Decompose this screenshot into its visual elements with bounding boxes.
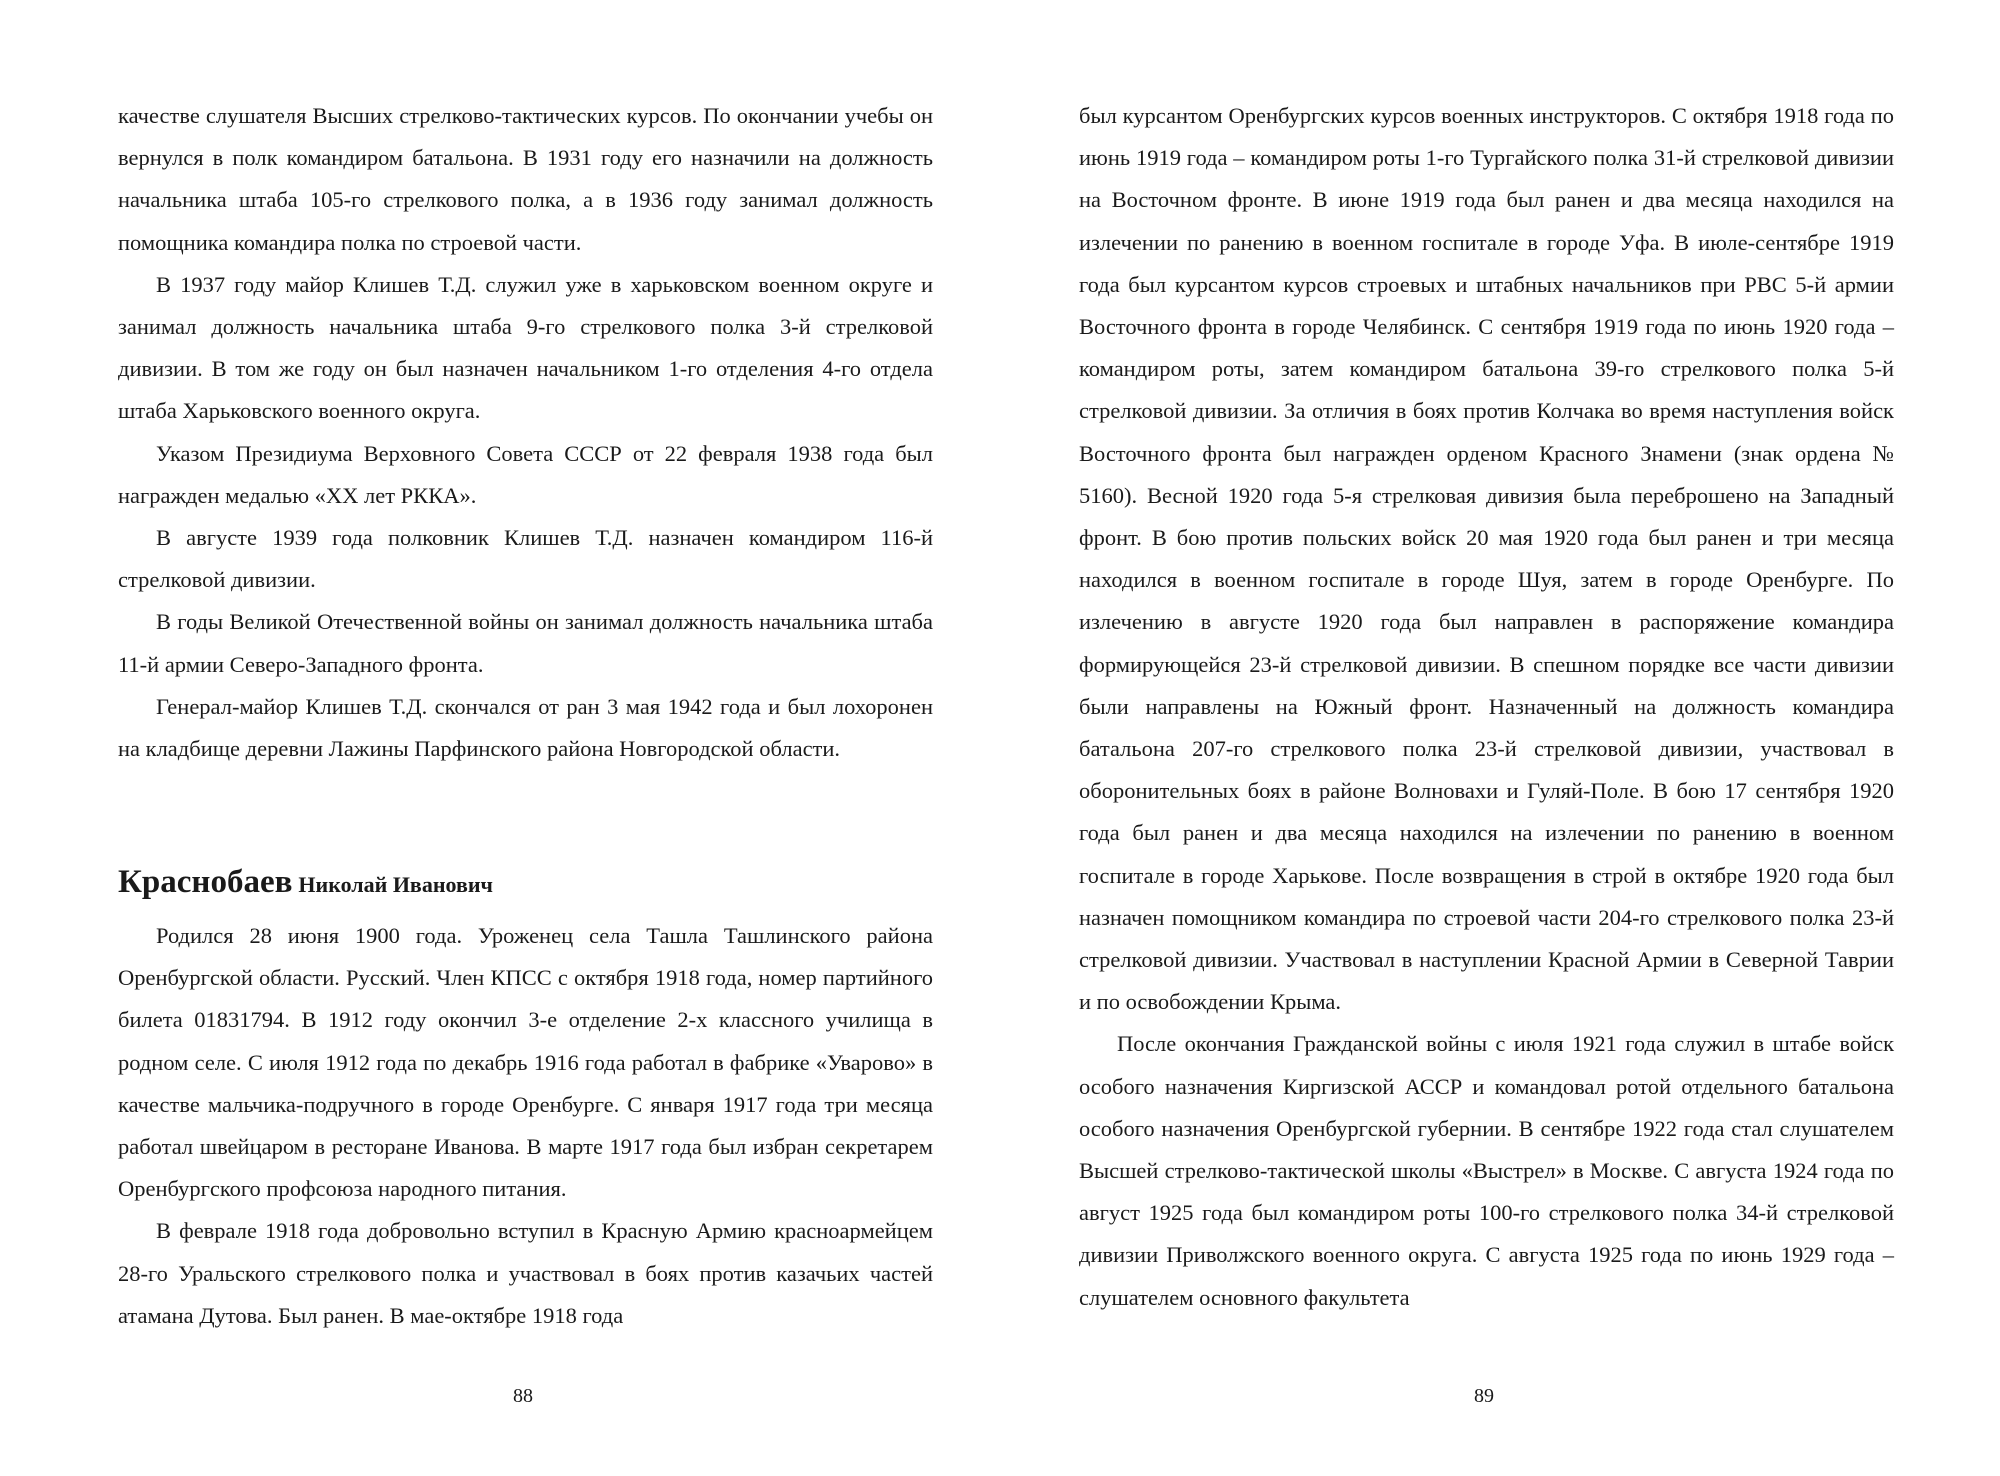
paragraph: В феврале 1918 года добровольно вступил в Красную Армию красноармейцем 28-го Уральского стрелкового полка и участвовал в боях против казачьих частей атамана Дутова. Был ранен. В мае-октябре 1918 года <box>118 1218 933 1328</box>
paragraph: Указом Президиума Верховного Совета СССР от 22 февраля 1938 года был награжден медалью «XX лет РККА». <box>118 440 933 508</box>
right-page <box>1000 0 2000 1476</box>
paragraph: был курсантом Оренбургских курсов военных инструкторов. С октября 1918 года по июнь 1919 года – командиром роты 1-го Тургайского полка 31-й стрелковой дивизии на Восточном фронте. В июне 1919 года был ранен и два месяца находился на излечении по ранению в военном госпитале в городе Уфа. В июле-сентябре 1919 года был курсантом курсов строевых и штабных начальников при РВС 5-й армии Восточного фронта в городе Челябинск. С сентября 1919 года по июнь 1920 года – командиром роты, затем командиром батальона 39-го стрелкового полка 5-й стрелковой дивизии. За отличия в боях против Колчака во время наступления войск Восточного фронта был награжден орденом Красного Знамени (знак ордена № 5160). Весной 1920 года 5-я стрелковая дивизия была переброшено на Западный фронт. В бою против польских войск 20 мая 1920 года был ранен и три месяца находился в военном госпитале в городе Шуя, затем в городе Оренбурге. По излечению в августе 1920 года был направлен в распоряжение командира формирующейся 23-й стрелковой дивизии. В спешном порядке все части дивизии были направлены на Южный фронт. Назначенный на должность командира батальона 207-го стрелкового полка 23-й стрелковой дивизии, участвовал в оборонительных боях в районе Волновахи и Гуляй-Поле. В бою 17 сентября 1920 года был ранен и два месяца находился на излечении по ранению в военном госпитале в городе Харькове. После возвращения в строй в октябре 1920 года был назначен помощником командира по строевой части 204-го стрелкового полка 23-й стрелковой дивизии. Участвовал в наступлении Красной Армии в Северной Таврии и по освобождении Крыма. <box>1079 103 1894 1015</box>
paragraph: Генерал-майор Клишев Т.Д. скончался от ран 3 мая 1942 года и был лохоронен на кладбище деревни Лажины Парфинского района Новгородской области. <box>118 693 933 762</box>
paragraph: В 1937 году майор Клишев Т.Д. служил уже в харьковском военном округе и занимал должность начальника штаба 9-го стрелкового полка 3-й стрелковой дивизии. В том же году он был назначен начальником 1-го отделения 4-го отдела штаба Харьковского военного округа. <box>118 271 933 424</box>
heading-surname: Краснобаев <box>118 864 293 900</box>
paragraph: В августе 1939 года полковник Клишев Т.Д. назначен командиром 116-й стрелковой дивизии. <box>118 525 933 593</box>
heading-given-names: Николай Иванович <box>298 872 493 897</box>
right-page-text <box>1079 95 1894 1319</box>
paragraph: Родился 28 июня 1900 года. Уроженец села Ташла Ташлинского района Оренбургской области. Русский. Член КПСС с октября 1918 года, номер партийного билета 01831794. В 1912 году окончил 3-е отделение 2-х классного училища в родном селе. С июля 1912 года по декабрь 1916 года работал в фабрике «Уварово» в качестве мальчика-подручного в городе Оренбурге. С января 1917 года три месяца работал швейцаром в ресторане Иванова. В марте 1917 года был избран секретарем Оренбургского профсоюза народного питания. <box>118 923 933 1202</box>
left-page-text-top <box>118 95 933 770</box>
paragraph: качестве слушателя Высших стрелково-тактических курсов. По окончании учебы он вернулся в полк командиром батальона. В 1931 году его назначили на должность начальника штаба 105-го стрелкового полка, а в 1936 году занимал должность помощника командира полка по строевой части. <box>118 103 933 255</box>
section-heading <box>118 858 493 909</box>
left-page-text-bottom <box>118 915 933 1337</box>
page-number: 88 <box>513 1385 533 1407</box>
page-number: 89 <box>1474 1385 1494 1407</box>
paragraph: После окончания Гражданской войны с июля 1921 года служил в штабе войск особого назначения Киргизской АССР и командовал ротой отдельного батальона особого назначения Оренбургской губернии. В сентябре 1922 года стал слушателем Высшей стрелково-тактической школы «Выстрел» в Москве. С августа 1924 года по август 1925 года был командиром роты 100-го стрелкового полка 34-й стрелковой дивизии Приволжского военного округа. С августа 1925 года по июнь 1929 года – слушателем основного факультета <box>1079 1031 1894 1310</box>
paragraph: В годы Великой Отечественной войны он занимал должность начальника штаба 11-й армии Северо-Западного фронта. <box>118 609 933 677</box>
